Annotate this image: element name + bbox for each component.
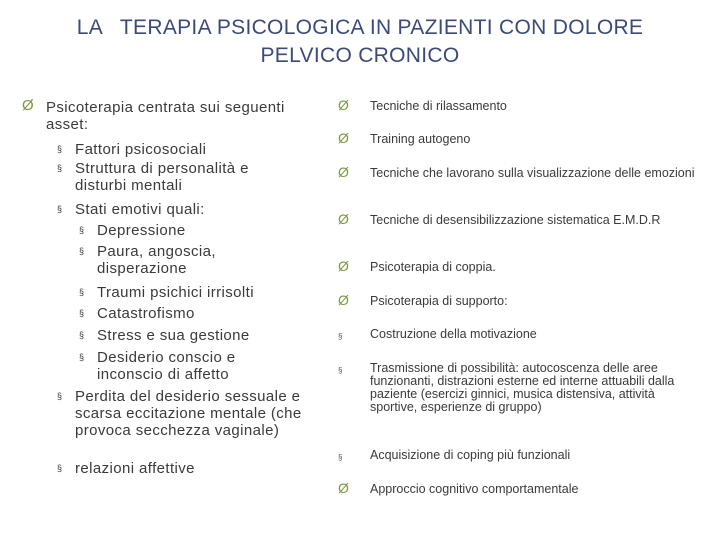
square-bullet-icon: § bbox=[57, 204, 63, 214]
right-item-text: Psicoterapia di coppia. bbox=[370, 260, 496, 274]
left-item-struttura: Struttura di personalità e disturbi mentali bbox=[75, 160, 249, 194]
right-item-text: Costruzione della motivazione bbox=[370, 327, 537, 341]
right-item-text: Tecniche di desensibilizzazione sistematica E.M.D.R bbox=[370, 213, 661, 227]
sub-item-desiderio: Desiderio conscio e inconscio di affetto bbox=[97, 349, 236, 383]
right-item-text: Acquisizione di coping più funzionali bbox=[370, 448, 571, 462]
left-item-stati: Stati emotivi quali: bbox=[75, 201, 205, 218]
sub-item-stress: Stress e sua gestione bbox=[97, 327, 250, 344]
right-item-text: Tecniche di rilassamento bbox=[370, 99, 507, 113]
slide-title bbox=[0, 14, 720, 70]
arrow-bullet-icon: Ø bbox=[338, 292, 349, 308]
right-item-text: Tecniche che lavorano sulla visualizzazione delle emozioni bbox=[370, 166, 695, 180]
square-bullet-icon: § bbox=[79, 352, 85, 362]
square-bullet-icon: § bbox=[79, 225, 85, 235]
right-item-text: Approccio cognitivo comportamentale bbox=[370, 482, 579, 496]
square-bullet-icon: § bbox=[338, 332, 343, 341]
square-bullet-icon: § bbox=[79, 246, 85, 256]
right-item-text: Psicoterapia di supporto: bbox=[370, 294, 508, 308]
left-item-perdita: Perdita del desiderio sessuale e scarsa eccitazione mentale (che provoca secchezza vaginale) bbox=[75, 388, 302, 439]
arrow-bullet-icon: Ø bbox=[338, 97, 349, 113]
square-bullet-icon: § bbox=[338, 366, 343, 375]
arrow-bullet-icon: Ø bbox=[338, 211, 349, 227]
sub-item-depressione: Depressione bbox=[97, 222, 186, 239]
right-item-text: Trasmissione di possibilità: autocoscenza delle aree funzionanti, distrazioni esterne ed interne attuabili dalla paziente (esercizi ginnici, musica distensiva, attività sportive, esperienze di gruppo) bbox=[370, 361, 675, 414]
arrow-bullet-icon: Ø bbox=[22, 97, 34, 114]
square-bullet-icon: § bbox=[79, 287, 85, 297]
sub-item-catastrofismo: Catastrofismo bbox=[97, 305, 195, 322]
arrow-bullet-icon: Ø bbox=[338, 258, 349, 274]
title-line-1: LA TERAPIA PSICOLOGICA IN PAZIENTI CON DOLORE bbox=[76, 16, 644, 39]
arrow-bullet-icon: Ø bbox=[338, 130, 349, 146]
sub-item-paura: Paura, angoscia, disperazione bbox=[97, 243, 216, 277]
square-bullet-icon: § bbox=[79, 330, 85, 340]
left-main-item: Psicoterapia centrata sui seguenti asset: bbox=[46, 99, 285, 133]
square-bullet-icon: § bbox=[338, 453, 343, 462]
right-item-text: Training autogeno bbox=[370, 132, 471, 146]
square-bullet-icon: § bbox=[57, 144, 63, 154]
square-bullet-icon: § bbox=[57, 163, 63, 173]
arrow-bullet-icon: Ø bbox=[338, 164, 349, 180]
square-bullet-icon: § bbox=[57, 463, 63, 473]
left-item-fattori: Fattori psicosociali bbox=[75, 141, 207, 158]
left-item-relazioni: relazioni affettive bbox=[75, 460, 195, 477]
title-line-2: PELVICO CRONICO bbox=[260, 44, 460, 67]
sub-item-traumi: Traumi psichici irrisolti bbox=[97, 284, 254, 301]
square-bullet-icon: § bbox=[57, 391, 63, 401]
square-bullet-icon: § bbox=[79, 308, 85, 318]
arrow-bullet-icon: Ø bbox=[338, 480, 349, 496]
